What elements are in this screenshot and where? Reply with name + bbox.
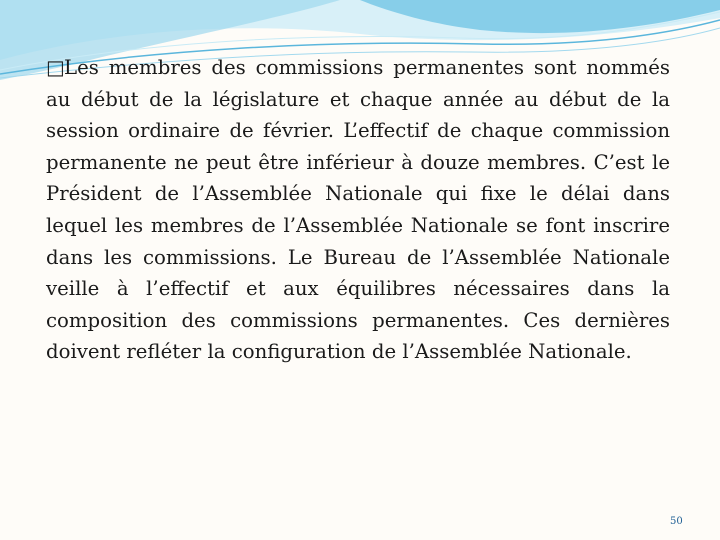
bullet-icon: □ bbox=[46, 56, 65, 79]
paragraph-text: Les membres des commissions permanentes sont nommés au début de la législature et chaque année au début de la session ordinaire de février. L’effectif de chaque commission permanente ne peut être inférieur à douze membres. C’est le Président de l’Assemblée Nationale qui fixe le délai dans lequel les membres de l’Assemblée Nationale se font inscrire dans les commissions. Le Bureau de l’Assemblée Nationale veille à l’effectif et aux équilibres nécessaires dans la composition des commissions permanentes. Ces dernières doivent refléter la configuration de l’Assemblée Nationale. bbox=[46, 56, 670, 364]
page-number: 50 bbox=[670, 516, 683, 527]
slide-body-paragraph bbox=[46, 52, 670, 368]
